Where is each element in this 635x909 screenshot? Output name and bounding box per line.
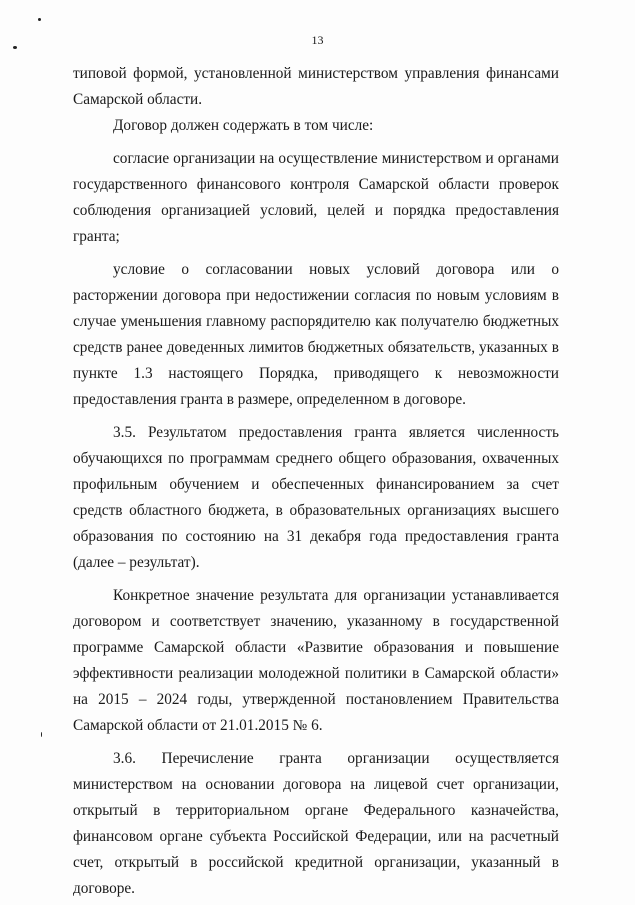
paragraph-result-value: Конкретное значение результата для организации устанавливается договором и соответствует значению, указанному в государственной программе Самарской области «Развитие образования и повышение эффективности реализации молодежной политики в Самарской области» на 2015 – 2024 годы, утвержденной постановлением Правительства Самарской области от 21.01.2015 № 6. bbox=[73, 587, 559, 734]
paragraph-consent-clause: согласие организации на осуществление министерством и органами государственного финансового контроля Самарской области проверок соблюдения организацией условий, целей и порядка предоставления гранта; bbox=[73, 150, 559, 245]
paragraph-3-6-transfer: 3.6. Перечисление гранта организации осуществляется министерством на основании договора на лицевой счет организации, открытый в территориальном органе Федерального казначейства, финансовом органе субъекта Российской Федерации, или на расчетный счет, открытый в российской кредитной организации, указанный в договоре. bbox=[73, 750, 559, 897]
scan-speck bbox=[41, 732, 42, 737]
paragraph-3-5-result: 3.5. Результатом предоставления гранта является численность обучающихся по программам среднего общего образования, охваченных профильным обучением и обеспеченных финансированием за счет средств областного бюджета, в образовательных организациях высшего образования по состоянию на 31 декабря года предоставления гранта (далее – результат). bbox=[73, 424, 559, 571]
page-number: 13 bbox=[311, 33, 324, 47]
scan-speck bbox=[38, 18, 41, 21]
paragraph-contract-contents: Договор должен содержать в том числе: bbox=[113, 117, 374, 134]
document-body bbox=[73, 61, 559, 909]
paragraph-termination-clause: условие о согласовании новых условий договора или о расторжении договора при недостижении согласия по новым условиям в случае уменьшения главному распорядителю как получателю бюджетных средств ранее доведенных лимитов бюджетных обязательств, указанных в пункте 1.3 настоящего Порядка, приводящего к невозможности предоставления гранта в размере, определенном в договоре. bbox=[73, 261, 559, 408]
paragraph-continuation: типовой формой, установленной министерством управления финансами Самарской области. bbox=[73, 65, 559, 108]
